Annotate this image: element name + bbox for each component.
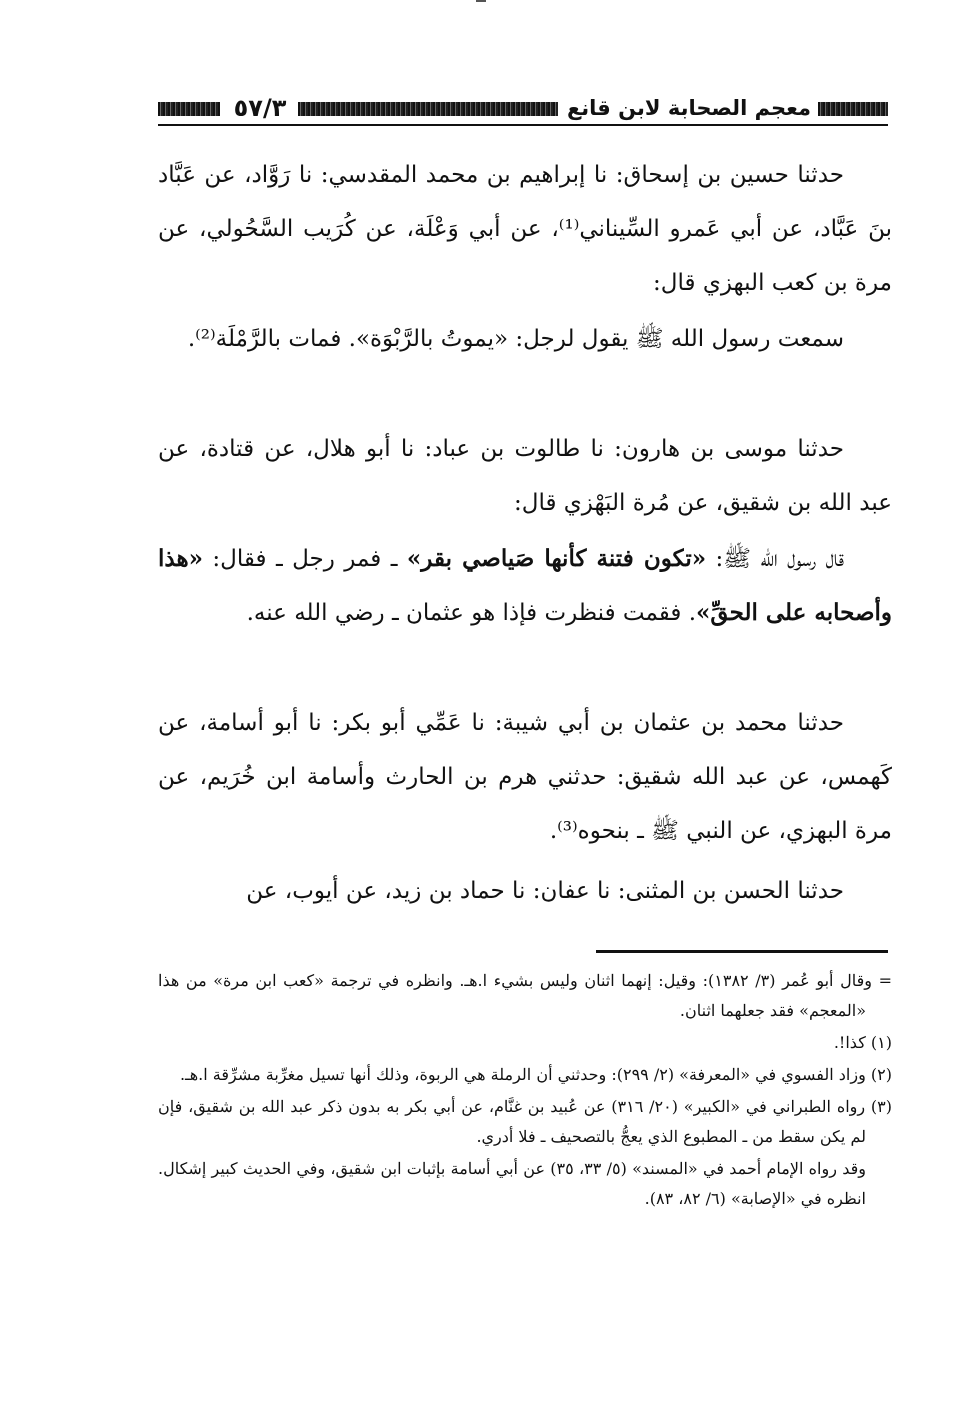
footnotes xyxy=(158,966,892,1216)
book-title: معجم الصحابة لابن قانع xyxy=(566,96,812,120)
footnote-3-continued: وقد رواه الإمام أحمد في «المسند» (٥/ ٣٣، ٣٥) عن أبي أسامة بإثبات ابن شقيق، وفي الحديث كبير إشكال. انظره في «الإصابة» (٦/ ٨٢، ٨٣). xyxy=(158,1159,866,1208)
text-run: . فقمت فنظرت فإذا هو عثمان ـ رضي الله عنه. xyxy=(246,600,697,626)
paragraph: حدثنا محمد بن عثمان بن أبي شيبة: نا عَمِّي أبو بكر: نا أبو أسامة، عن كَهمس، عن عبد الله شقيق: حدثني هرم بن الحارث وأسامة ابن خُرَيم، عن مرة البهزي، عن النبي ﷺ ـ بنحوه⁽³⁾. xyxy=(158,710,892,844)
paragraph: حدثنا الحسن بن المثنى: نا عفان: نا حماد بن زيد، عن أيوب، عن xyxy=(246,878,844,904)
footnote-1: (١) كذا!. xyxy=(833,1033,892,1052)
hadith-chain-4 xyxy=(158,864,892,918)
paragraph xyxy=(158,532,892,640)
hadith-text-2 xyxy=(158,532,892,640)
running-header xyxy=(158,92,888,126)
page-number: ٥٧/٣ xyxy=(233,94,287,122)
text-run: قال رسول الله ﷺ: xyxy=(706,546,844,572)
scan-mark xyxy=(476,0,486,2)
hadith-chain-1 xyxy=(158,148,892,310)
paragraph: حدثنا موسى بن هارون: نا طالوت بن عباد: نا أبو هلال، عن قتادة، عن عبد الله بن شقيق، عن مُرة البَهْزي قال: xyxy=(158,436,892,516)
header-ornament-bar xyxy=(298,102,558,116)
hadith-quote: «هذا وأصحابه على الحقِّ» xyxy=(158,545,892,626)
hadith-chain-2 xyxy=(158,422,892,530)
footnote-separator xyxy=(596,950,888,953)
paragraph: سمعت رسول الله ﷺ يقول لرجل: «يموتُ بالرَّبْوَة». فمات بالرَّمْلَة⁽²⁾. xyxy=(187,326,844,352)
text-run: ـ فمر رجل ـ فقال: xyxy=(202,546,407,572)
paragraph: حدثنا حسين بن إسحاق: نا إبراهيم بن محمد المقدسي: نا رَوَّاد، عن عَبَّاد بنَ عَبَّاد، عن أبي عَمرو السِّيناني⁽¹⁾، عن أبي وَعْلَة، عن كُرَيب السَّحُولي، عن مرة بن كعب البهزي قال: xyxy=(158,162,893,296)
footnote-continued: = وقال أبو عُمر (٣/ ١٣٨٢): وقيل: إنهما اثنان وليس بشيء ا.هـ. وانظره في ترجمة «كعب ابن مرة» من هذا «المعجم» فقد جعلهما اثنان. xyxy=(158,971,893,1020)
footnote-2: (٢) وزاد الفسوي في «المعرفة» (٢/ ٢٩٩): وحدثني أن الرملة هي الربوة، وذلك أنها تسيل مغرِّبة مشرِّقة ا.هـ. xyxy=(179,1065,892,1084)
hadith-quote: «تكون فتنة كأنها صَياصي بقر» xyxy=(406,545,707,572)
footnote-3: (٣) رواه الطبراني في «الكبير» (٢٠/ ٣١٦) عن عُبيد بن غنَّام، عن أبي بكر به بدون ذكر عبد الله بن شقيق، فإن لم يكن سقط من ـ المطبوع الذي يعجُّ بالتصحيف ـ فلا أدري. xyxy=(158,1097,893,1146)
header-rule xyxy=(158,124,888,126)
header-ornament-bar xyxy=(158,102,220,116)
header-ornament-bar xyxy=(818,102,888,116)
hadith-chain-3 xyxy=(158,696,892,858)
hadith-text-1 xyxy=(158,312,892,366)
